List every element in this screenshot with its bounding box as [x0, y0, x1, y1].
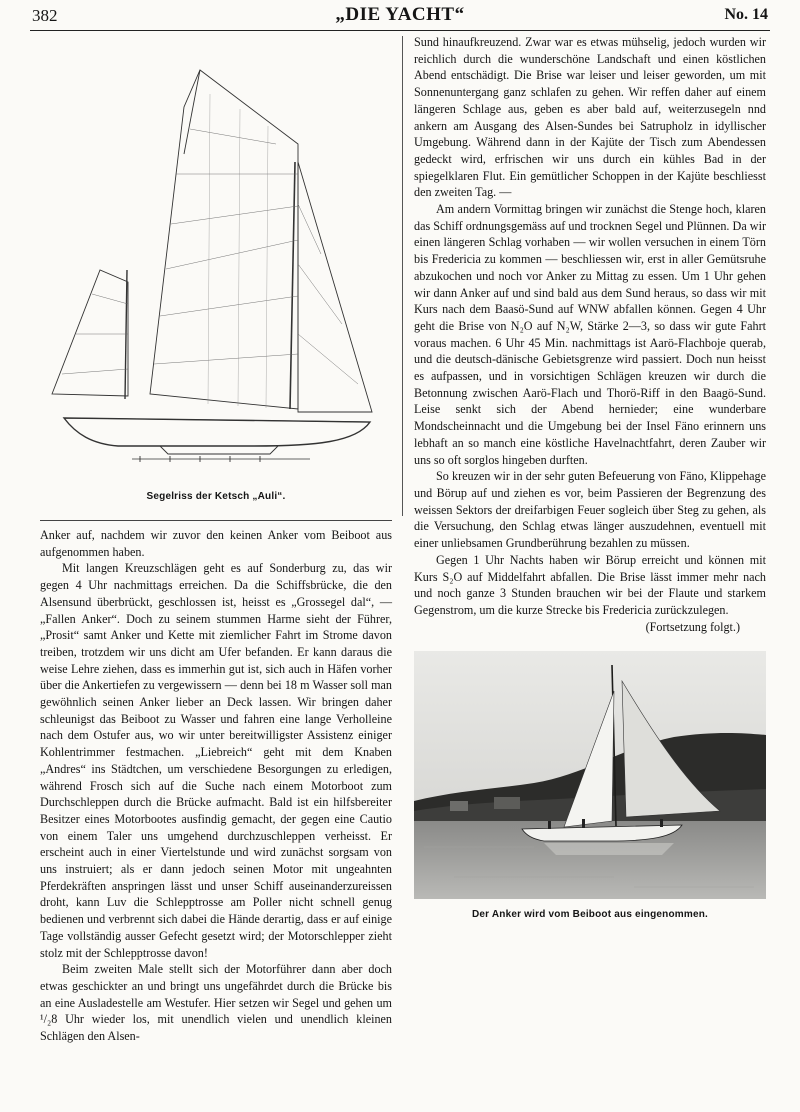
yacht-photo-figure — [414, 651, 766, 941]
right-column — [414, 34, 766, 1102]
paragraph: Anker auf, nachdem wir zuvor den keinen Anker vom Beiboot aus aufgenommen haben. — [40, 528, 392, 559]
running-header — [30, 4, 770, 30]
right-column-text — [414, 34, 766, 619]
paragraph: Am andern Vormittag bringen wir zunächst die Stenge hoch, klaren das Schiff ordnungsgemäss auf und trocknen Segel und Plünnen. Da wir einen längeren Schlag vorhaben — wir wollen versuchen in einem Törn bis Fredericia zu kommen — beschliessen wir, erst in aller Gemütsruhe abzukochen und noch vor Anker zu Mittag zu essen. Um 1 Uhr gehen wir dann Anker auf und sind bald aus dem Sund heraus, so dass wir mit Kurs nach dem Baasö-Sund auf WNW abfallen können. Gegen 4 Uhr geht die Brise von N₂O auf N₂W, Stärke 2—3, so dass wir gute Fahrt voraus machen. 6 Uhr 45 Min. nachmittags ist Aarö-Flachboje querab, und die deutsch-dänische Gebietsgrenze wird passiert. Doch nun heisst es aufpassen, und in vorsichtigen Schlägen kreuzen wir durch die Betonnung zwischen Aarö-Flach und Thorö-Riff in den Baagö-Sund. Leise senkt sich der Abend hernieder; eine wunderbare Mondscheinnacht und die Umgebung bei der Insel Fäno erinnern uns lebhaft an so manch eine köstliche Havelnachtfahrt, deren Zauber wir uns so oft sorglos hingeben durften. — [414, 202, 766, 467]
yacht-photo-image — [414, 651, 766, 899]
sail-plan-figure — [40, 34, 392, 469]
column-divider — [402, 36, 403, 516]
paragraph: So kreuzen wir in der sehr guten Befeuerung von Fäno, Klippehage und Börup auf und ziehen es vor, beim Passieren der Begrenzung des weissen Sektors der dreifarbigen Feuer sogleich über Steg zu gehen, als die Versuchung, den Schlag etwas länger auszudehnen, eventuell mit einer unliebsamen Grundberührung bezahlen zu müssen. — [414, 469, 766, 551]
paragraph: Beim zweiten Male stellt sich der Motorführer dann aber doch etwas geschickter an und bringt uns ungefährdet durch die Brücke bis an eine Ausladestelle am Westufer. Hier setzen wir Segel und gehen um ¹/₂8 Uhr wieder los, mit unendlich vielen und unendlich kleinen Schlägen den Alsen- — [40, 962, 392, 1044]
paragraph: Sund hinaufkreuzend. Zwar war es etwas mühselig, jedoch wurden wir reichlich durch die wunderschöne Landschaft und einen köstlichen Abend entschädigt. Die Brise war leiser und leiser geworden, um mit Sonnenuntergang ganz schlafen zu gehen. Wir reffen daher auf einem längeren Schlage aus, geben es aber bald auf, weiterzusegeln nnd ankern am Ausgang des Alsen-Sundes bei Satrupholz in idyllischer Umgebung. Während dann in der Kajüte der Tisch zum Abendessen gedeckt wird, erfrischen wir uns durch ein kühles Bad in der spiegelklaren Flut. Ein gemütlicher Schoppen in der Kajüte beschliesst den zweiten Tag. — — [414, 35, 766, 200]
sail-plan-caption: Segelriss der Ketsch „Auli“. — [146, 491, 286, 502]
left-column-text — [40, 527, 392, 1045]
figure-rule — [40, 520, 392, 521]
issue-number: No. 14 — [724, 6, 768, 23]
ketch-sail-plan-drawing — [40, 34, 392, 469]
header-rule — [30, 30, 770, 31]
page-number: 382 — [32, 6, 58, 25]
paragraph: Mit langen Kreuzschlägen geht es auf Sonderburg zu, das wir gegen 4 Uhr nachmittags erreichen. Da die Schiffsbrücke, die den Alsensund überbrückt, geschlossen ist, heisst es „Grossegel dal“, — „Fallen Anker“. Doch zu seinem stummen Harme sieht der Führer, „Prosit“ samt Anker und Kette mit ziemlicher Fahrt im Strome davon treiben, trotzdem wir uns dicht am Ufer befanden. Er kann daraus die weise Lehre ziehen, dass es immerhin gut ist, sich auch in Häfen vorher über die Ankertiefen zu vergewissern — denn bei 18 m Wasser soll man gewöhnlich seinen Anker lieber an Deck lassen. Wir bringen daher schleunigst das Beiboot zu Wasser und fahren eine lange Verholleine nach dem Ostufer aus, wo wir unter bereitwilligster Assistenz einiger Kohlentrimmer festmachen. „Liebreich“ geht mit dem Knaben „Andres“ ins Städtchen, um verschiedene Besorgungen zu erledigen, während Frosch sich auf die Suche nach einem Motorboot zum Durchschleppen durch die Brücke aufmacht. Bald ist ein hilfsbereiter Besitzer eines Motorbootes ausfindig gemacht, der gegen eine Cautio von einem Taler uns umgehend durchzuschleppen verheisst. Er erscheint auch in einer Viertelstunde und wird zunächst sorgsam von uns instruiert; als er dann jedoch seinen Motor mit ungeahnten Pferdekräften anspringen lässt und unser Schiff auseinanderzureissen droht, kann Luv die Schlepptrosse am Poller nicht schnell genug bedienen und verbrennt sich dabei die Hände derartig, dass er auf einige Tage vollständig ausser Gefecht gesetzt wird; der Motorschlepper zieht stolz mit der Schlepptrosse davon! — [40, 561, 392, 960]
yacht-photo-caption: Der Anker wird vom Beiboot aus eingenommen. — [471, 909, 709, 921]
continuation-note: (Fortsetzung folgt.) — [645, 619, 740, 634]
paragraph: Gegen 1 Uhr Nachts haben wir Börup erreicht und können mit Kurs S₂O auf Middelfahrt abfallen. Die Brise lässt immer mehr nach und noch ganze 3 Stunden brauchen wir bei der Flaute und starkem Gegenstrom, um die kurze Strecke bis Fredericia zurückzulegen. — [414, 552, 766, 617]
journal-title: „DIE YACHT“ — [335, 4, 465, 25]
left-column — [40, 34, 392, 1102]
